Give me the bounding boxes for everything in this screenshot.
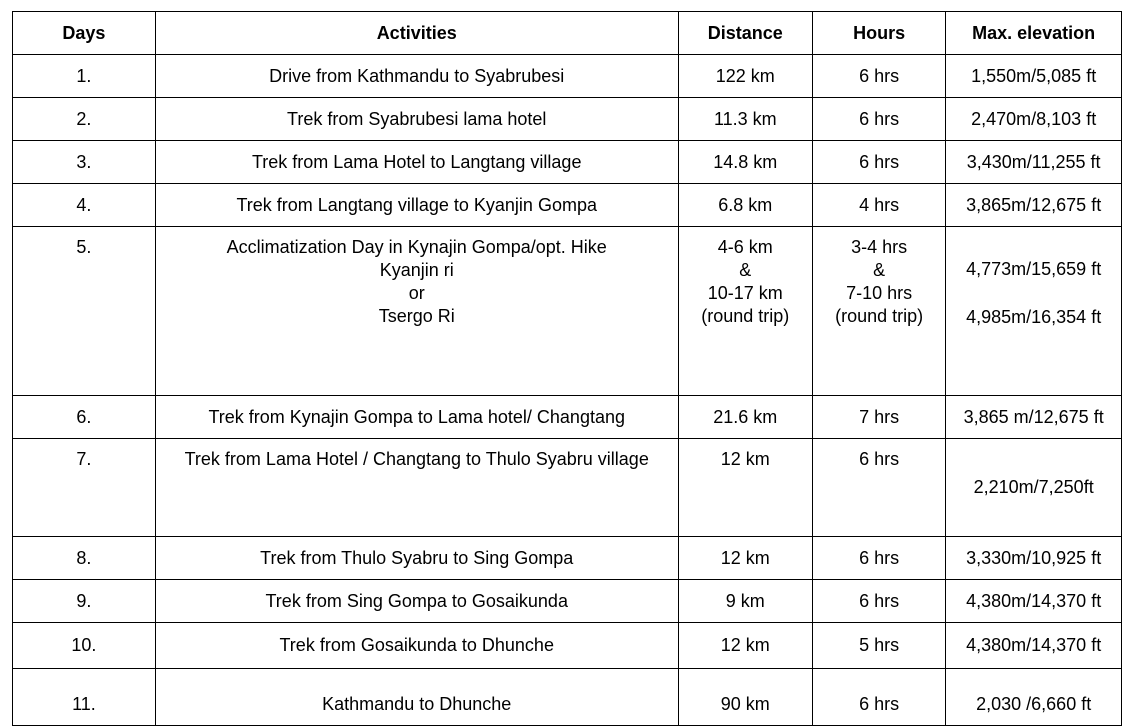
distance-cell: 12 km: [678, 623, 812, 669]
hours-cell: 6 hrs: [812, 580, 945, 623]
header-activities: Activities: [155, 12, 678, 55]
table-row: [13, 227, 1122, 396]
table-row: [13, 580, 1122, 623]
table-row: [13, 98, 1122, 141]
elevation-cell: [946, 227, 1122, 396]
hours-cell: 7 hrs: [812, 396, 945, 439]
hours-cell: 5 hrs: [812, 623, 945, 669]
day-cell: 3.: [13, 141, 156, 184]
activity-line: or: [408, 283, 425, 303]
elevation-cell: 3,865m/12,675 ft: [946, 184, 1122, 227]
day-cell: 2.: [13, 98, 156, 141]
elevation-cell: 3,330m/10,925 ft: [946, 537, 1122, 580]
activity-cell: Trek from Syabrubesi lama hotel: [155, 98, 678, 141]
hours-cell: [812, 227, 945, 396]
distance-cell: 90 km: [678, 669, 812, 726]
distance-cell: [678, 227, 812, 396]
header-row: [13, 12, 1122, 55]
hours-cell: 6 hrs: [812, 537, 945, 580]
activity-cell: Trek from Thulo Syabru to Sing Gompa: [155, 537, 678, 580]
elevation-cell: 2,470m/8,103 ft: [946, 98, 1122, 141]
day-cell: 11.: [13, 669, 156, 726]
elevation-cell: 2,210m/7,250ft: [946, 439, 1122, 537]
activity-cell: Trek from Lama Hotel to Langtang village: [155, 141, 678, 184]
activity-cell: Trek from Lama Hotel / Changtang to Thulo Syabru village: [155, 439, 678, 537]
elevation-cell: 1,550m/5,085 ft: [946, 55, 1122, 98]
distance-cell: 11.3 km: [678, 98, 812, 141]
hours-line: 7-10 hrs: [846, 283, 913, 303]
day-cell: 8.: [13, 537, 156, 580]
hours-cell: 6 hrs: [812, 141, 945, 184]
distance-line: 4-6 km: [717, 237, 773, 257]
activity-cell: Trek from Langtang village to Kyanjin Gompa: [155, 184, 678, 227]
itinerary-table: [12, 11, 1122, 726]
day-cell: 10.: [13, 623, 156, 669]
elevation-cell: 4,380m/14,370 ft: [946, 623, 1122, 669]
header-days: Days: [13, 12, 156, 55]
elevation-cell: 2,030 /6,660 ft: [946, 669, 1122, 726]
distance-cell: 122 km: [678, 55, 812, 98]
hours-line: (round trip): [835, 306, 924, 326]
table-row: [13, 141, 1122, 184]
activity-cell: Trek from Kynajin Gompa to Lama hotel/ Changtang: [155, 396, 678, 439]
activity-cell: Trek from Sing Gompa to Gosaikunda: [155, 580, 678, 623]
distance-cell: 21.6 km: [678, 396, 812, 439]
table-row: [13, 439, 1122, 537]
distance-line: 10-17 km: [707, 283, 783, 303]
table-row: [13, 55, 1122, 98]
day-cell: 5.: [13, 227, 156, 396]
distance-line: &: [739, 260, 752, 280]
elevation-cell: 3,430m/11,255 ft: [946, 141, 1122, 184]
table-row: [13, 537, 1122, 580]
elevation-cell: 4,380m/14,370 ft: [946, 580, 1122, 623]
header-hours: Hours: [812, 12, 945, 55]
day-cell: 4.: [13, 184, 156, 227]
hours-line: 3-4 hrs: [851, 237, 908, 257]
day-cell: 7.: [13, 439, 156, 537]
header-distance: Distance: [678, 12, 812, 55]
elevation-cell: 3,865 m/12,675 ft: [946, 396, 1122, 439]
table-row: [13, 623, 1122, 669]
day-cell: 9.: [13, 580, 156, 623]
activity-line: Acclimatization Day in Kynajin Gompa/opt. Hike: [226, 237, 607, 257]
hours-cell: 6 hrs: [812, 55, 945, 98]
day-cell: 1.: [13, 55, 156, 98]
day-cell: 6.: [13, 396, 156, 439]
elevation-line: 4,985m/16,354 ft: [966, 307, 1102, 327]
header-max-elevation: Max. elevation: [946, 12, 1122, 55]
hours-cell: 4 hrs: [812, 184, 945, 227]
activity-line: Kyanjin ri: [379, 260, 454, 280]
activity-cell: Trek from Gosaikunda to Dhunche: [155, 623, 678, 669]
elevation-line: 4,773m/15,659 ft: [966, 259, 1102, 279]
activity-line: Tsergo Ri: [378, 306, 455, 326]
table-row: [13, 184, 1122, 227]
hours-cell: 6 hrs: [812, 669, 945, 726]
distance-cell: 6.8 km: [678, 184, 812, 227]
hours-cell: 6 hrs: [812, 98, 945, 141]
activity-cell: Drive from Kathmandu to Syabrubesi: [155, 55, 678, 98]
distance-cell: 12 km: [678, 439, 812, 537]
hours-line: &: [873, 260, 886, 280]
elevation-spacer: [952, 281, 1115, 306]
table-row: [13, 669, 1122, 726]
table-row: [13, 396, 1122, 439]
activity-cell: Kathmandu to Dhunche: [155, 669, 678, 726]
hours-cell: 6 hrs: [812, 439, 945, 537]
distance-cell: 14.8 km: [678, 141, 812, 184]
distance-line: (round trip): [701, 306, 790, 326]
activity-cell: [155, 227, 678, 396]
distance-cell: 12 km: [678, 537, 812, 580]
distance-cell: 9 km: [678, 580, 812, 623]
